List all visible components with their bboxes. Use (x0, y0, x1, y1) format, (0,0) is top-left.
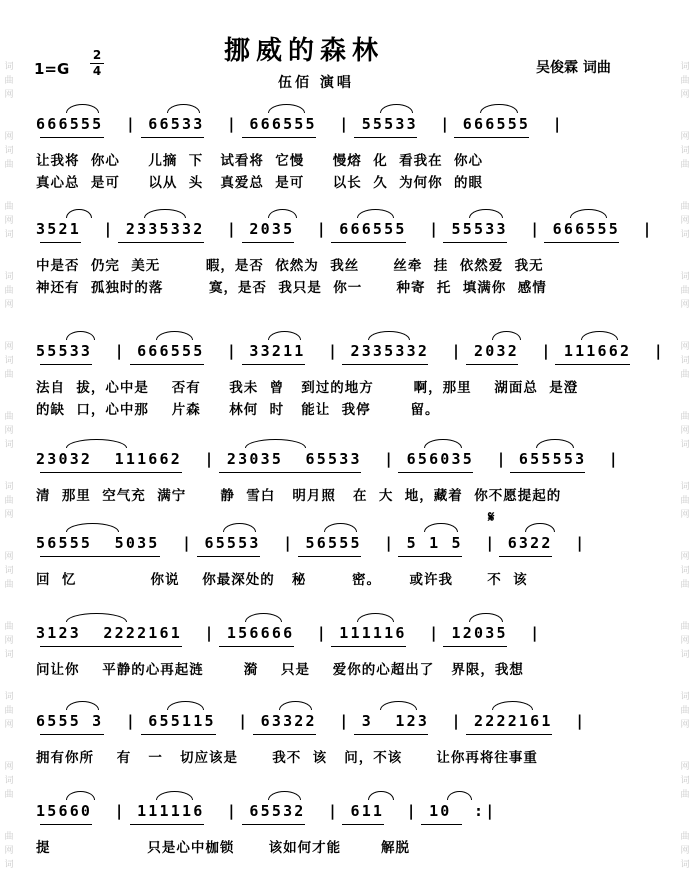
notation-line (36, 220, 664, 242)
beam-line (466, 364, 518, 365)
beam-line (443, 646, 507, 647)
beam-line (354, 734, 429, 735)
watermark-char: 曲 (4, 76, 14, 86)
beam-line (219, 646, 294, 647)
jianpu-notes: 3521 | 2335332 | 2035 | 666555 | 55533 | 666555 | (36, 220, 654, 238)
slur-arc (268, 331, 301, 340)
meter-bottom: 4 (92, 64, 102, 78)
slur-arc (324, 523, 357, 532)
singer-credit: 伍佰 演唱 (278, 75, 354, 91)
beam-line (398, 556, 462, 557)
watermark-char: 词 (680, 776, 690, 786)
slur-arc (380, 701, 417, 710)
watermark-char: 网 (680, 90, 690, 100)
watermark-char: 曲 (4, 202, 14, 212)
lyric-line: 清 那里 空气充 满宁 静 雪白 明月照 在 大 地，藏着 你不愿提起的 (36, 488, 562, 504)
watermark-char: 曲 (680, 832, 690, 842)
lyric-line: 提 只是心中枷锁 该如何才能 解脱 (36, 840, 410, 856)
slur-arc (156, 791, 193, 800)
lyric-line: 让我将 你心 儿摘 下 试看将 它慢 慢熔 化 看我在 你心 (36, 153, 483, 169)
watermark-char: 词 (4, 272, 14, 282)
watermark-char: 网 (680, 426, 690, 436)
time-signature (90, 49, 104, 78)
jianpu-notes: 6555 3 | 655115 | 63322 | 3 123 | 2222161 | (36, 712, 587, 730)
beam-line (342, 364, 428, 365)
watermark-char: 网 (4, 426, 14, 436)
slur-arc (279, 701, 312, 710)
slur-arc (357, 209, 394, 218)
slur-arc (144, 209, 185, 218)
watermark-char: 词 (680, 860, 690, 870)
lyric-line: 法自 拔，心中是 否有 我未 曾 到过的地方 啊，那里 湖面总 是澄 (36, 380, 579, 396)
watermark-char: 曲 (680, 76, 690, 86)
slur-arc (469, 209, 502, 218)
beam-line (443, 242, 507, 243)
beam-line (130, 364, 205, 365)
slur-arc (66, 701, 99, 710)
watermark-char: 网 (680, 216, 690, 226)
watermark-char: 曲 (4, 580, 14, 590)
slur-arc (223, 523, 256, 532)
beam-line (141, 734, 216, 735)
notation-line (36, 802, 664, 824)
watermark-char: 曲 (680, 286, 690, 296)
watermark-char: 网 (680, 846, 690, 856)
beam-line (354, 137, 418, 138)
watermark-char: 网 (4, 846, 14, 856)
watermark-char: 词 (4, 860, 14, 870)
watermark-char: 网 (4, 300, 14, 310)
watermark-char: 曲 (4, 496, 14, 506)
watermark-char: 词 (680, 272, 690, 282)
watermark-char: 词 (4, 62, 14, 72)
beam-line (242, 364, 306, 365)
beam-line (40, 824, 92, 825)
watermark-char: 曲 (4, 370, 14, 380)
beam-line (398, 472, 473, 473)
jianpu-notes: 3123 2222161 | 156666 | 111116 | 12035 | (36, 624, 542, 642)
key-signature: 1=G (34, 60, 70, 78)
beam-line (466, 734, 552, 735)
watermark-char: 网 (680, 300, 690, 310)
watermark-char: 词 (680, 482, 690, 492)
slur-arc (245, 439, 306, 448)
watermark-char: 曲 (680, 160, 690, 170)
slur-arc (167, 104, 200, 113)
jianpu-notes: 55533 | 666555 | 33211 | 2335332 | 2032 | 111662 | (36, 342, 665, 360)
watermark-char: 词 (4, 566, 14, 576)
lyric-line: 的缺 口，心中那 片森 林何 时 能让 我停 留。 (36, 402, 440, 418)
left-watermark-strip (0, 0, 18, 890)
watermark-char: 网 (4, 510, 14, 520)
watermark-char: 词 (680, 62, 690, 72)
beam-line (499, 556, 551, 557)
watermark-char: 曲 (680, 202, 690, 212)
beam-line (118, 242, 204, 243)
beam-line (510, 472, 585, 473)
slur-arc (66, 331, 95, 340)
slur-arc (424, 523, 457, 532)
watermark-char: 词 (680, 230, 690, 240)
lyric-line: 中是否 仍完 美无 暇，是否 依然为 我丝 丝牵 挂 依然爱 我无 (36, 258, 544, 274)
slur-arc (380, 104, 413, 113)
slur-arc (368, 331, 409, 340)
slur-arc (245, 613, 282, 622)
watermark-char: 网 (4, 132, 14, 142)
beam-line (40, 556, 160, 557)
watermark-char: 曲 (680, 790, 690, 800)
watermark-char: 词 (680, 692, 690, 702)
beam-line (253, 734, 317, 735)
watermark-char: 词 (680, 440, 690, 450)
watermark-char: 网 (680, 132, 690, 142)
slur-arc (492, 701, 533, 710)
watermark-char: 网 (680, 510, 690, 520)
slur-arc (66, 209, 92, 218)
watermark-char: 词 (4, 692, 14, 702)
slur-arc (357, 613, 394, 622)
notation-line (36, 115, 664, 137)
slur-arc (66, 613, 127, 622)
jianpu-notes: 23032 111662 | 23035 65533 | 656035 | 655553 | (36, 450, 620, 468)
beam-line (544, 242, 619, 243)
watermark-char: 网 (680, 552, 690, 562)
watermark-char: 网 (4, 720, 14, 730)
watermark-char: 曲 (680, 706, 690, 716)
slur-arc (268, 791, 301, 800)
watermark-char: 曲 (4, 790, 14, 800)
watermark-char: 词 (680, 356, 690, 366)
jianpu-notes: 666555 | 66533 | 666555 | 55533 | 666555 | (36, 115, 564, 133)
watermark-char: 词 (4, 146, 14, 156)
slur-arc (268, 209, 297, 218)
slur-arc (469, 613, 502, 622)
beam-line (40, 137, 104, 138)
watermark-char: 网 (4, 216, 14, 226)
notation-line (36, 534, 664, 556)
beam-line (40, 242, 81, 243)
notation-line (36, 712, 664, 734)
slur-arc (480, 104, 517, 113)
beam-line (40, 734, 104, 735)
watermark-char: 曲 (680, 496, 690, 506)
watermark-char: 网 (680, 762, 690, 772)
watermark-char: 网 (680, 342, 690, 352)
watermark-char: 词 (680, 146, 690, 156)
jianpu-notes: 56555 5035 | 65553 | 56555 | 5 1 5 | 6322 | (36, 534, 587, 552)
slur-arc (66, 523, 119, 532)
beam-line (342, 824, 383, 825)
beam-line (454, 137, 529, 138)
beam-line (40, 364, 92, 365)
beam-line (130, 824, 205, 825)
watermark-char: 网 (4, 636, 14, 646)
beam-line (331, 242, 406, 243)
beam-line (219, 472, 361, 473)
lyric-line: 拥有你所 有 一 切应该是 我不 该 问，不该 让你再将往事重 (36, 750, 538, 766)
slur-arc (66, 104, 99, 113)
beam-line (421, 824, 462, 825)
slur-arc (66, 791, 95, 800)
watermark-char: 曲 (680, 412, 690, 422)
slur-arc (492, 331, 521, 340)
watermark-char: 词 (4, 230, 14, 240)
watermark-char: 网 (4, 552, 14, 562)
beam-line (298, 556, 362, 557)
lyric-line: 回 忆 你说 你最深处的 秘 密。 或许我 不 该 (36, 572, 528, 588)
beam-line (242, 242, 294, 243)
watermark-char: 词 (4, 776, 14, 786)
slur-arc (424, 439, 461, 448)
watermark-char: 网 (680, 720, 690, 730)
slur-arc (581, 331, 618, 340)
slur-arc (368, 791, 394, 800)
slur-arc (156, 331, 193, 340)
beam-line (197, 556, 261, 557)
watermark-char: 网 (680, 636, 690, 646)
notation-line (36, 450, 664, 472)
watermark-char: 词 (4, 482, 14, 492)
meter-top: 2 (92, 48, 102, 62)
lyric-line: 问让你 平静的心再起涟 漪 只是 爱你的心超出了 界限，我想 (36, 662, 524, 678)
beam-line (40, 472, 182, 473)
watermark-char: 曲 (4, 622, 14, 632)
slur-arc (536, 439, 573, 448)
lyric-line: 真心总 是可 以从 头 真爱总 是可 以长 久 为何你 的眼 (36, 175, 483, 191)
watermark-char: 曲 (680, 370, 690, 380)
watermark-char: 网 (4, 762, 14, 772)
watermark-char: 网 (4, 342, 14, 352)
song-title: 挪威的森林 (224, 36, 385, 66)
slur-arc (447, 791, 473, 800)
watermark-char: 词 (4, 356, 14, 366)
notation-line (36, 624, 664, 646)
right-watermark-strip (676, 0, 694, 890)
beam-line (242, 137, 317, 138)
slur-arc (66, 439, 127, 448)
beam-line (555, 364, 630, 365)
watermark-char: 曲 (680, 622, 690, 632)
watermark-char: 曲 (4, 412, 14, 422)
watermark-char: 词 (4, 650, 14, 660)
beam-line (331, 646, 406, 647)
notation-line (36, 342, 664, 364)
segno-icon: 𝄋 (488, 508, 495, 526)
watermark-char: 曲 (4, 706, 14, 716)
watermark-char: 词 (680, 566, 690, 576)
watermark-char: 曲 (4, 286, 14, 296)
composer-credit: 吴俊霖 词曲 (536, 60, 611, 76)
beam-line (141, 137, 205, 138)
slur-arc (570, 209, 607, 218)
watermark-char: 曲 (4, 832, 14, 842)
beam-line (242, 824, 306, 825)
slur-arc (525, 523, 554, 532)
watermark-char: 词 (4, 440, 14, 450)
jianpu-notes: 15660 | 111116 | 65532 | 611 | 10 :| (36, 802, 497, 820)
watermark-char: 词 (680, 650, 690, 660)
watermark-char: 曲 (4, 160, 14, 170)
watermark-char: 网 (4, 90, 14, 100)
slur-arc (167, 701, 204, 710)
watermark-char: 曲 (680, 580, 690, 590)
lyric-line: 神还有 孤独时的落 寞，是否 我只是 你一 种寄 托 填满你 感情 (36, 280, 547, 296)
beam-line (40, 646, 182, 647)
slur-arc (268, 104, 305, 113)
